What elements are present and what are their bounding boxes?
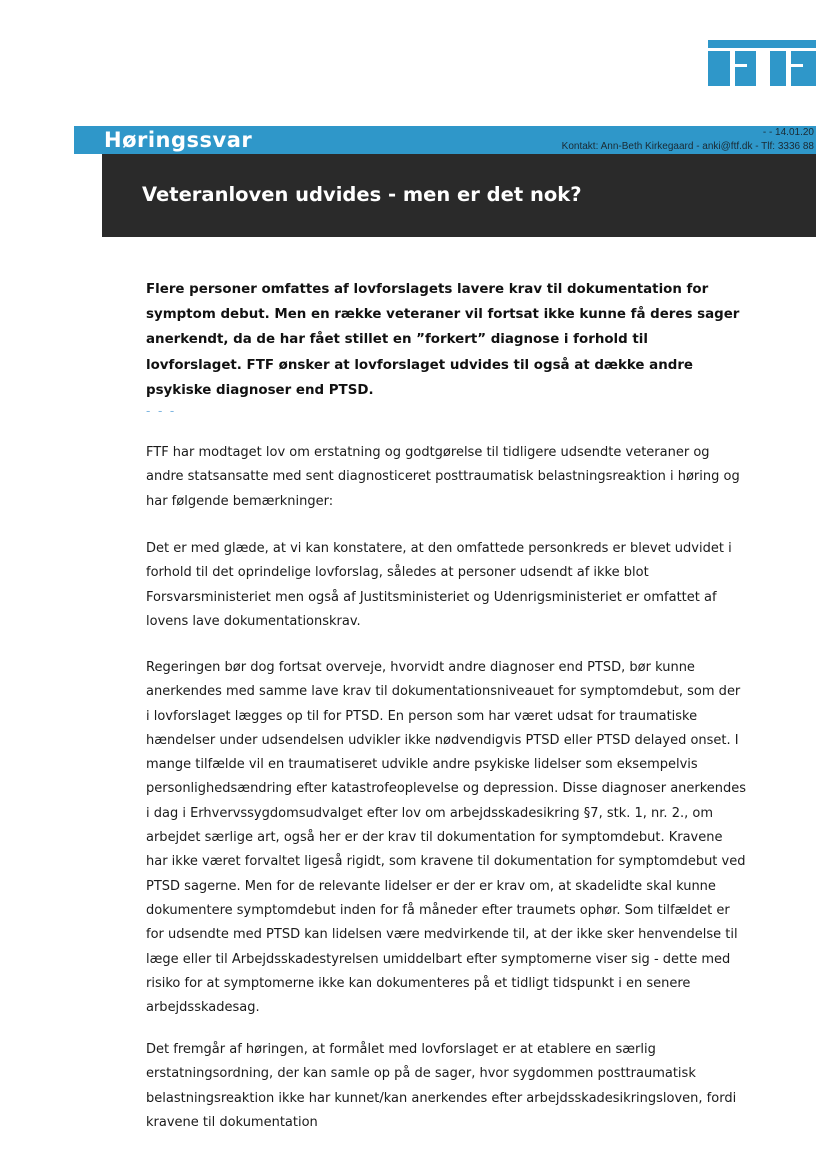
page-title: Veteranloven udvides - men er det nok? bbox=[142, 183, 582, 206]
logo-text: FTF bbox=[762, 45, 764, 46]
ftf-logo bbox=[708, 40, 816, 86]
section-title: Høringssvar bbox=[104, 128, 253, 152]
lead-paragraph: Flere personer omfattes af lovforslagets lavere krav til dokumentation for symptom debut. Men en række veteraner vil fortsat ikke kunne få deres sager anerkendt, da de har fået stillet en ”forkert” diagnose i forhold til lovforslaget. FTF ønsker at lovforslaget udvides til også at dække andre psykiske diagnoser end PTSD. bbox=[146, 282, 740, 398]
document-date: - - 14.01.20 bbox=[762, 127, 814, 138]
section-divider: - - - bbox=[146, 403, 177, 418]
body-paragraph-2: Det er med glæde, at vi kan konstatere, at den omfattede personkreds er blevet udvidet i forhold til det oprindelige lovforslag, således at personer udsendt af ikke blot Forsvarsministeriet men også af Justitsministeriet og Udenrigsministeriet er omfattet af lovens lave dokumentationskrav. bbox=[146, 541, 732, 629]
contact-line: Kontakt: Ann-Beth Kirkegaard - anki@ftf.dk - Tlf: 3336 88 bbox=[561, 141, 814, 152]
header-banner bbox=[74, 126, 816, 154]
body-paragraph-3: Regeringen bør dog fortsat overveje, hvorvidt andre diagnoser end PTSD, bør kunne anerkendes med samme lave krav til dokumentationsniveauet for symptomdebut, som der i lovforslaget lægges op til for PTSD. En person som har været udsat for traumatiske hændelser under udsendelsen udvikler ikke nødvendigvis PTSD eller PTSD delayed onset. I mange tilfælde vil en traumatiseret udvikle andre psykiske lidelser som eksempelvis personlighedsændring efter katastrofeoplevelse og depression. Disse diagnoser anerkendes i dag i Erhvervssygdomsudvalget efter lov om arbejdsskadesikring §7, stk. 1, nr. 2., om arbejdet særlige art, også her er der krav til dokumentation for symptomdebut. Kravene har ikke været forvaltet ligeså rigidt, som kravene til dokumentation for symptomdebut ved PTSD sagerne. Men for de relevante lidelser er der er krav om, at skadelidte skal kunne dokumentere symptomdebut inden for få måneder efter traumets ophør. Som tilfældet er for udsendte med PTSD kan lidelsen være medvirkende til, at der ikke sker henvendelse til læge eller til Arbejdsskadestyrelsen umiddelbart efter symptomerne viser sig - dette med risiko for at symptomerne ikke kan dokumenteres på et tidligt tidspunkt i en senere arbejdsskadesag. bbox=[146, 660, 747, 1016]
body-paragraph-1: FTF har modtaget lov om erstatning og godtgørelse til tidligere udsendte veteraner og andre statsansatte med sent diagnosticeret posttraumatisk belastningsreaktion i høring og har følgende bemærkninger: bbox=[146, 445, 740, 509]
body-paragraph-4: Det fremgår af høringen, at formålet med lovforslaget er at etablere en særlig erstatningsordning, der kan samle op på de sager, hvor sygdommen posttraumatisk belastningsreaktion ikke har kunnet/kan anerkendes efter arbejdsskadesikringsloven, fordi kravene til dokumentation bbox=[146, 1042, 737, 1130]
headline-bar bbox=[102, 154, 816, 237]
